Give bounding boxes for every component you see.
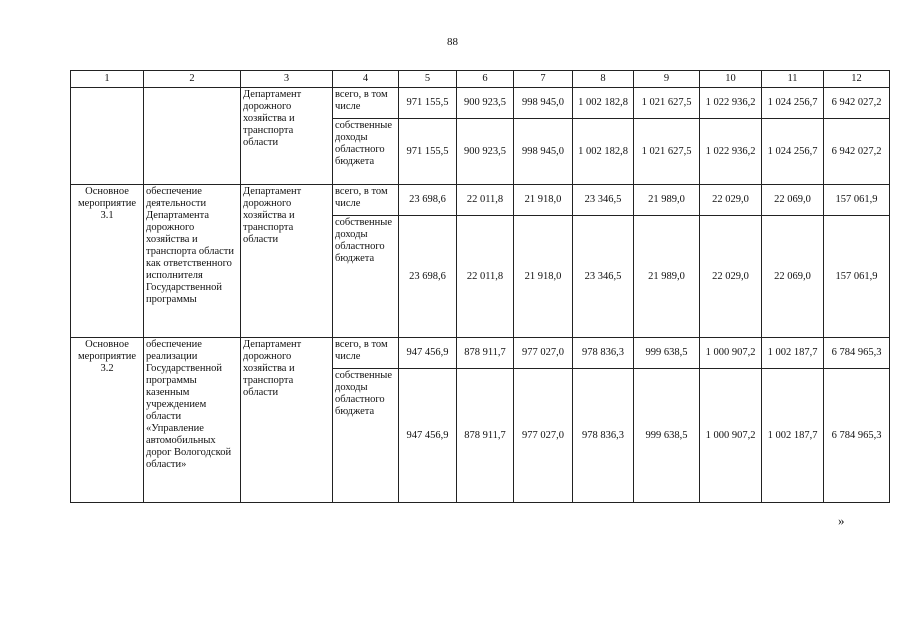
value-cell: 878 911,7: [457, 338, 514, 369]
value-cell: 900 923,5: [457, 119, 514, 185]
value-cell: 978 836,3: [573, 338, 634, 369]
value-cell: 23 346,5: [573, 216, 634, 338]
source-label: всего, в том числе: [333, 338, 399, 369]
header-cell: 2: [144, 71, 241, 88]
source-label: собственные доходы областного бюджета: [333, 369, 399, 503]
executor-cell: Департамент дорожного хозяйства и транспорта области: [241, 338, 333, 503]
table-row: [71, 88, 890, 119]
closing-quote-mark: »: [838, 513, 845, 528]
value-cell: 978 836,3: [573, 369, 634, 503]
value-cell: 1 021 627,5: [634, 88, 700, 119]
value-cell: 999 638,5: [634, 369, 700, 503]
value-cell: 1 002 187,7: [762, 338, 824, 369]
value-cell: 157 061,9: [824, 185, 890, 216]
value-cell: 157 061,9: [824, 216, 890, 338]
executor-cell: Департамент дорожного хозяйства и транспорта области: [241, 88, 333, 185]
value-cell: 1 024 256,7: [762, 88, 824, 119]
value-cell: 1 000 907,2: [700, 369, 762, 503]
value-cell: 6 784 965,3: [824, 338, 890, 369]
page-number: 88: [447, 36, 458, 48]
header-cell: 10: [700, 71, 762, 88]
measure-cell: [71, 88, 144, 185]
value-cell: 1 000 907,2: [700, 338, 762, 369]
value-cell: 971 155,5: [399, 119, 457, 185]
description-cell: обеспечение деятельности Департамента дорожного хозяйства и транспорта области как ответственного исполнителя Государственной программы: [144, 185, 241, 338]
value-cell: 22 011,8: [457, 216, 514, 338]
value-cell: 23 698,6: [399, 216, 457, 338]
value-cell: 21 918,0: [514, 216, 573, 338]
description-cell: обеспечение реализации Государственной программы казенным учреждением области «Управление автомобильных дорог Вологодской области»: [144, 338, 241, 503]
value-cell: 1 022 936,2: [700, 88, 762, 119]
value-cell: 971 155,5: [399, 88, 457, 119]
description-cell: [144, 88, 241, 185]
value-cell: 1 002 187,7: [762, 369, 824, 503]
value-cell: 22 029,0: [700, 185, 762, 216]
header-row: [71, 71, 890, 88]
value-cell: 22 069,0: [762, 216, 824, 338]
value-cell: 6 942 027,2: [824, 88, 890, 119]
value-cell: 947 456,9: [399, 338, 457, 369]
source-label: собственные доходы областного бюджета: [333, 216, 399, 338]
value-cell: 998 945,0: [514, 119, 573, 185]
header-cell: 3: [241, 71, 333, 88]
value-cell: 22 011,8: [457, 185, 514, 216]
value-cell: 22 029,0: [700, 216, 762, 338]
header-cell: 6: [457, 71, 514, 88]
source-label: собственные доходы областного бюджета: [333, 119, 399, 185]
header-cell: 1: [71, 71, 144, 88]
table-row: [71, 185, 890, 216]
header-cell: 4: [333, 71, 399, 88]
value-cell: 1 022 936,2: [700, 119, 762, 185]
value-cell: 22 069,0: [762, 185, 824, 216]
value-cell: 900 923,5: [457, 88, 514, 119]
value-cell: 977 027,0: [514, 369, 573, 503]
header-cell: 9: [634, 71, 700, 88]
header-cell: 7: [514, 71, 573, 88]
measure-cell: Основное мероприятие 3.1: [71, 185, 144, 338]
value-cell: 1 024 256,7: [762, 119, 824, 185]
value-cell: 21 989,0: [634, 216, 700, 338]
value-cell: 998 945,0: [514, 88, 573, 119]
executor-cell: Департамент дорожного хозяйства и транспорта области: [241, 185, 333, 338]
header-cell: 8: [573, 71, 634, 88]
value-cell: 6 942 027,2: [824, 119, 890, 185]
budget-table: [70, 70, 890, 503]
header-cell: 11: [762, 71, 824, 88]
header-cell: 5: [399, 71, 457, 88]
value-cell: 999 638,5: [634, 338, 700, 369]
value-cell: 6 784 965,3: [824, 369, 890, 503]
value-cell: 1 002 182,8: [573, 119, 634, 185]
value-cell: 878 911,7: [457, 369, 514, 503]
value-cell: 1 021 627,5: [634, 119, 700, 185]
value-cell: 977 027,0: [514, 338, 573, 369]
source-label: всего, в том числе: [333, 185, 399, 216]
value-cell: 21 918,0: [514, 185, 573, 216]
table-row: [71, 338, 890, 369]
value-cell: 21 989,0: [634, 185, 700, 216]
value-cell: 947 456,9: [399, 369, 457, 503]
source-label: всего, в том числе: [333, 88, 399, 119]
measure-cell: Основное мероприятие 3.2: [71, 338, 144, 503]
value-cell: 23 346,5: [573, 185, 634, 216]
value-cell: 23 698,6: [399, 185, 457, 216]
header-cell: 12: [824, 71, 890, 88]
value-cell: 1 002 182,8: [573, 88, 634, 119]
